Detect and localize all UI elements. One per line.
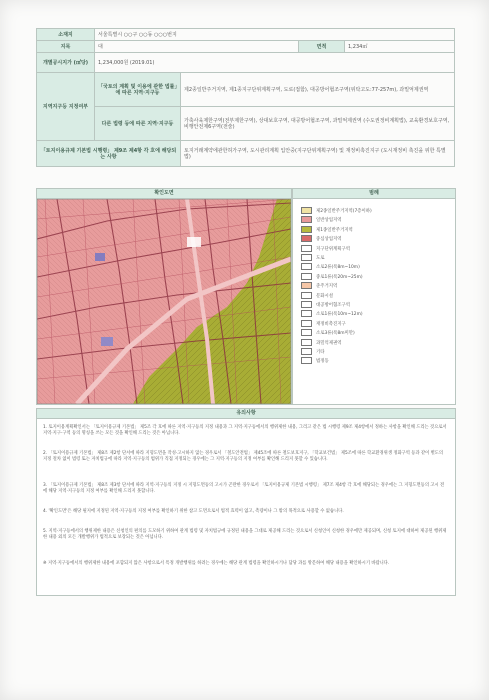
zoning-label: 지역지구등 지정여부 [37,73,95,141]
legend-label: 제1종일반주거지역 [316,227,353,233]
legend-label: 일반상업지역 [316,218,342,224]
legend-label: 대공방어협조구역 [316,303,350,308]
legend-label: 소로3류(폭8m미만) [316,331,355,337]
legend-item [301,329,355,337]
decree-value: 토지거래계약에관한허가구역, 도시관리계획 입안중(지구단위계획구역) 및 재정비촉진지구 (도시재정비 촉진을 위한 특별법) [181,141,455,167]
legend-title: 범례 [292,188,456,199]
land-price-value: 1,234,000원 (2019.01) [95,53,455,73]
legend-label: 문화시설 [316,293,333,299]
land-category-label: 지목 [37,41,95,53]
legend-label: 기타 [316,350,325,355]
legend-label: 법정동 [316,359,329,365]
legend-item [301,263,360,271]
note-5: 5. 지역·지구등에서의 행위제한 내용은 신청인의 편의를 도모하기 위하여 관계 법령 및 자치법규에 규정된 내용을 그대로 제공해 드리는 것으로서 신청인이 신청한 경우에만 제공되며, 신청 토지에 대하여 제공된 행위제한 내용 외의 모든 개발행위가 법적으로 보장되는 것은 아닙니다. [43,529,447,541]
note-4: 4. '확인도면'은 해당 필지에 지정된 지역·지구등의 지정 여부를 확인하기 위한 참고 도면으로서 법적 효력이 없고, 측량이나 그 밖의 목적으로 사용할 수 없습니다. [43,509,344,514]
zoning-sub-other: 다른 법령 등에 따른 지역·지구등 [95,107,181,141]
zoning-national-value: 제2종일반주거지역, 제1종지구단위계획구역, 도로(접함), 대공방어협조구역(위탁고도:77-257m), 과밀억제권역 [181,73,455,107]
land-info-table [36,28,455,167]
legend-swatch [301,235,312,242]
legend-label: 중심상업지역 [316,237,342,243]
legend-swatch [301,245,312,252]
legend-item [301,310,363,318]
notes-box [36,418,456,596]
legend-item [301,235,341,243]
confirmation-map [36,198,292,405]
area-label: 면적 [299,41,345,53]
legend-item [301,357,329,365]
legend-item [301,254,324,262]
legend-swatch [301,339,312,346]
map-legend [292,198,456,405]
address-label: 소재지 [37,29,95,41]
note-6: ※ 지역·지구등에서의 행위제한 내용에 포함되지 않은 사항으로서 특정 개발행위를 하려는 경우에는 해당 관계 법령을 확인하시거나 담당 과를 방문하여 해당 내용을 확인하시기 바랍니다. [43,561,390,566]
area-value: 1,234㎡ [345,41,455,53]
legend-item [301,216,341,224]
legend-item [301,245,350,253]
note-3: 3. 「토지이용규제 기본법」 제8조 제3항 단서에 따라 지역·지구등의 지정 시 지형도면등의 고시가 곤란한 경우로서 「토지이용규제 기본법 시행령」 제7조 제4항 각 호에 해당되는 경우에는 그 지형도면등의 고시 전에 해당 지역·지구등의 지정 여부를 확인해 드리지 못합니다. [43,483,445,495]
legend-item [301,320,346,328]
map-title: 확인도면 [36,188,292,199]
legend-item [301,348,324,356]
legend-label: 소로2류(폭8m~10m) [316,265,360,271]
legend-swatch [301,329,312,336]
legend-swatch [301,282,312,289]
zoning-map-image [37,199,291,404]
legend-swatch [301,320,312,327]
legend-item [301,301,350,309]
legend-swatch [301,301,312,308]
legend-swatch [301,348,312,355]
decree-label: 「토지이용규제 기본법 시행령」 제9조 제4항 각 호에 해당되는 사항 [37,141,181,167]
legend-swatch [301,226,312,233]
notes-title: 유의사항 [36,408,456,419]
note-1: 1. 토지이용계획확인서는 「토지이용규제 기본법」 제5조 각 호에 따른 지역·지구등의 지정 내용과 그 지역·지구등에서의 행위제한 내용, 그리고 같은 법 시행령 제9조 제4항에서 정하는 사항을 확인해 드리는 것으로서 지역·지구·구역 등의 명칭을 쓰는 모든 것을 확인해 드리는 것은 아닙니다. [43,425,447,437]
legend-item [301,207,372,215]
legend-label: 재정비촉진지구 [316,321,346,327]
legend-item [301,226,353,234]
legend-swatch [301,207,312,214]
legend-swatch [301,216,312,223]
land-price-label: 개별공시지가 (㎡당) [37,53,95,73]
legend-swatch [301,263,312,270]
legend-swatch [301,357,312,364]
legend-item [301,292,333,300]
legend-item [301,339,341,347]
zoning-other-value: 가축사육제한구역(전부제한구역), 상대보호구역, 대공방어협조구역, 과밀억제권역 (수도권정비계획법), 교육환경보호구역, 비행안전제6구역(전술) [181,107,455,141]
legend-label: 지구단위계획구역 [316,246,350,252]
legend-label: 중로1류(폭20m~25m) [316,274,363,280]
legend-swatch [301,292,312,299]
legend-swatch [301,254,312,261]
legend-label: 도로 [316,256,325,261]
legend-swatch [301,273,312,280]
zoning-sub-national: 「국토의 계획 및 이용에 관한 법률」에 따른 지역·지구등 [95,73,181,107]
legend-label: 제2종일반주거지역(7층이하) [316,209,372,214]
address-value: 서울특별시 ○○구 ○○동 ○○○번지 [95,29,455,41]
legend-label: 소로1류(폭10m~12m) [316,312,363,318]
legend-item [301,282,337,290]
legend-label: 과밀억제권역 [316,340,342,346]
legend-swatch [301,310,312,317]
note-2: 2. 「토지이용규제 기본법」 제8조 제2항 단서에 따라 지형도면을 작성·고시하지 않는 경우로서 「철도안전법」 제45조에 따른 철도보호지구, 「학교보건법」 제5조에 따른 학교환경위생 정화구역 등과 같이 별도의 지정 절차 없이 법령 또는 자치법규에 따라 지역·지구등의 범위가 직접 지정되는 경우에는 그 지역·지구등의 지정 여부를 확인해 드리지 못할 수 있습니다. [43,451,444,463]
legend-item [301,273,363,281]
legend-label: 준주거지역 [316,284,338,290]
land-category-value: 대 [95,41,299,53]
